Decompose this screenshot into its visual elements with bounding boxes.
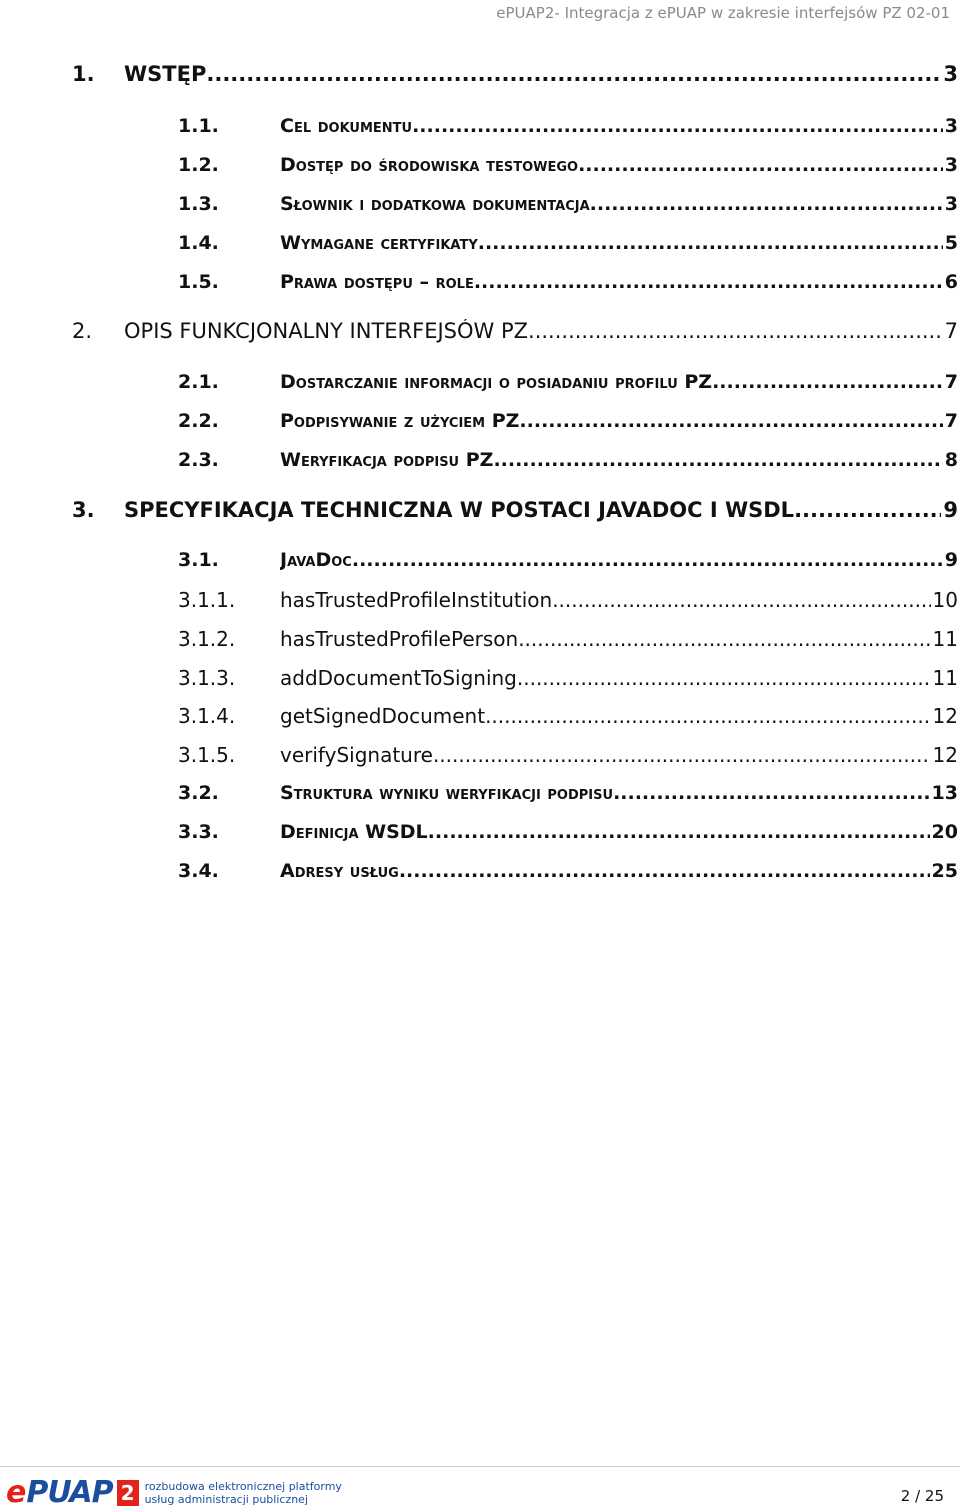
toc-page: 11 bbox=[932, 666, 958, 690]
toc-number: 2.2. bbox=[178, 410, 219, 432]
toc-entry[interactable] bbox=[0, 627, 960, 657]
toc-number: 3.1.3. bbox=[178, 666, 236, 690]
toc-number: 1.3. bbox=[178, 193, 219, 215]
toc-leader bbox=[428, 821, 930, 843]
toc-entry[interactable] bbox=[0, 549, 960, 579]
toc-entry[interactable] bbox=[0, 410, 960, 440]
toc-title: Cel dokumentu bbox=[280, 115, 413, 137]
toc-entry[interactable] bbox=[0, 115, 960, 145]
toc-number: 3. bbox=[72, 498, 95, 522]
toc-leader bbox=[613, 782, 929, 804]
toc-number: 3.1.5. bbox=[178, 743, 236, 767]
toc-number: 3.1.4. bbox=[178, 704, 236, 728]
toc-page: 9 bbox=[943, 498, 958, 522]
logo-subtitle-line1: rozbudowa elektronicznej platformy bbox=[144, 1479, 342, 1493]
toc-title: hasTrustedProfilePerson bbox=[280, 627, 519, 651]
logo-number: 2 bbox=[117, 1480, 139, 1506]
toc-leader bbox=[485, 704, 930, 728]
toc-leader bbox=[517, 666, 931, 690]
toc-page: 7 bbox=[944, 371, 958, 393]
toc-title: addDocumentToSigning bbox=[280, 666, 517, 690]
toc-page: 3 bbox=[944, 115, 958, 137]
toc-page: 25 bbox=[931, 860, 958, 882]
toc-number: 2.3. bbox=[178, 449, 219, 471]
toc-number: 3.1.2. bbox=[178, 627, 236, 651]
toc-number: 3.1.1. bbox=[178, 588, 236, 612]
toc-leader bbox=[712, 371, 943, 393]
toc-title: hasTrustedProfileInstitution bbox=[280, 588, 553, 612]
toc-page: 3 bbox=[943, 62, 958, 86]
toc-number: 2. bbox=[72, 319, 93, 343]
toc-title: Dostarczanie informacji o posiadaniu profilu PZ bbox=[280, 371, 713, 393]
toc-title: JavaDoc bbox=[280, 549, 352, 571]
toc-leader bbox=[399, 860, 930, 882]
page-indicator: 2 / 25 bbox=[900, 1487, 944, 1505]
page-footer bbox=[0, 1466, 960, 1511]
toc-number: 1.4. bbox=[178, 232, 219, 254]
toc-entry[interactable] bbox=[0, 498, 960, 528]
toc-title: Struktura wyniku weryfikacji podpisu bbox=[280, 782, 614, 804]
toc-entry[interactable] bbox=[0, 62, 960, 92]
toc-page: 7 bbox=[944, 410, 958, 432]
toc-page: 5 bbox=[944, 232, 958, 254]
toc-entry[interactable] bbox=[0, 319, 960, 349]
toc-page: 11 bbox=[932, 627, 958, 651]
toc-title: Słownik i dodatkowa dokumentacja bbox=[280, 193, 590, 215]
toc-number: 3.3. bbox=[178, 821, 219, 843]
logo-e: e bbox=[6, 1475, 27, 1510]
toc-page: 12 bbox=[932, 743, 958, 767]
toc-page: 6 bbox=[944, 271, 958, 293]
toc-title: verifySignature bbox=[280, 743, 433, 767]
toc-number: 2.1. bbox=[178, 371, 219, 393]
toc-title: Podpisywanie z użyciem PZ bbox=[280, 410, 520, 432]
toc-entry[interactable] bbox=[0, 271, 960, 301]
toc-entry[interactable] bbox=[0, 860, 960, 890]
toc-number: 3.4. bbox=[178, 860, 219, 882]
toc-title: OPIS FUNKCJONALNY INTERFEJSÓW PZ bbox=[124, 319, 529, 343]
toc-number: 1.1. bbox=[178, 115, 219, 137]
toc-page: 20 bbox=[931, 821, 958, 843]
toc-number: 3.1. bbox=[178, 549, 219, 571]
toc-page: 7 bbox=[944, 319, 958, 343]
toc-leader bbox=[352, 549, 943, 571]
toc-number: 1. bbox=[72, 62, 95, 86]
toc-title: WSTĘP bbox=[124, 62, 207, 86]
logo-subtitle-line2: usług administracji publicznej bbox=[144, 1492, 309, 1506]
toc-title: Adresy usług bbox=[280, 860, 399, 882]
toc-number: 1.2. bbox=[178, 154, 219, 176]
logo-puap: PUAP bbox=[26, 1475, 113, 1510]
toc-page: 3 bbox=[944, 154, 958, 176]
toc-leader bbox=[478, 232, 943, 254]
toc-title: Prawa dostępu – role bbox=[280, 271, 474, 293]
toc-entry[interactable] bbox=[0, 449, 960, 479]
toc-title: SPECYFIKACJA TECHNICZNA W POSTACI JAVADOC I WSDL bbox=[124, 498, 795, 522]
toc-leader bbox=[590, 193, 943, 215]
toc-title: Wymagane certyfikaty bbox=[280, 232, 478, 254]
running-header: ePUAP2- Integracja z ePUAP w zakresie interfejsów PZ 02-01 bbox=[496, 4, 950, 22]
toc-leader bbox=[518, 627, 930, 651]
toc-entry[interactable] bbox=[0, 232, 960, 262]
logo-subtitle bbox=[145, 1480, 342, 1506]
toc-entry[interactable] bbox=[0, 193, 960, 223]
toc-page: 12 bbox=[932, 704, 958, 728]
toc-leader bbox=[474, 271, 943, 293]
toc-leader bbox=[528, 319, 943, 343]
toc-title: getSignedDocument bbox=[280, 704, 486, 728]
toc-number: 3.2. bbox=[178, 782, 219, 804]
toc-entry[interactable] bbox=[0, 704, 960, 734]
toc-entry[interactable] bbox=[0, 588, 960, 618]
toc-leader bbox=[794, 498, 941, 522]
toc-entry[interactable] bbox=[0, 371, 960, 401]
toc-page: 10 bbox=[932, 588, 958, 612]
toc-leader bbox=[412, 115, 943, 137]
toc-page: 3 bbox=[944, 193, 958, 215]
toc-leader bbox=[433, 743, 931, 767]
toc-title: Definicja WSDL bbox=[280, 821, 428, 843]
toc-entry[interactable] bbox=[0, 743, 960, 773]
toc-leader bbox=[493, 449, 942, 471]
toc-number: 1.5. bbox=[178, 271, 219, 293]
toc-page: 8 bbox=[944, 449, 958, 471]
toc-leader bbox=[206, 62, 941, 86]
toc-title: Dostęp do środowiska testowego bbox=[280, 154, 579, 176]
toc-page: 9 bbox=[944, 549, 958, 571]
toc-entry[interactable] bbox=[0, 666, 960, 696]
toc-entry[interactable] bbox=[0, 821, 960, 851]
toc-title: Weryfikacja podpisu PZ bbox=[280, 449, 494, 471]
toc-leader bbox=[578, 154, 943, 176]
toc-leader bbox=[519, 410, 942, 432]
toc-entry[interactable] bbox=[0, 782, 960, 812]
epuap-logo bbox=[6, 1475, 342, 1510]
toc-leader bbox=[552, 588, 930, 612]
toc-entry[interactable] bbox=[0, 154, 960, 184]
toc-page: 13 bbox=[931, 782, 958, 804]
